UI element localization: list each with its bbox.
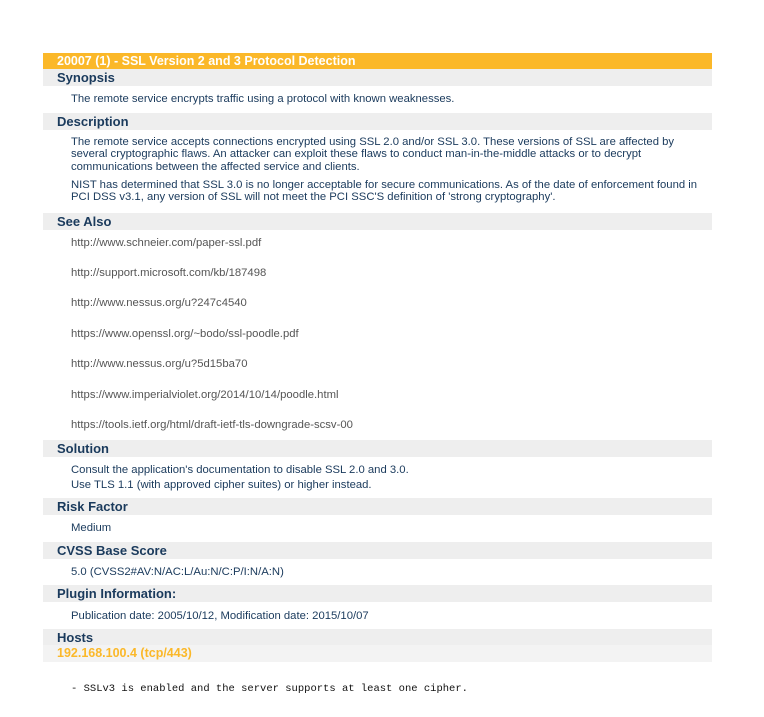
hosts-heading: Hosts — [43, 629, 712, 646]
solution-heading: Solution — [43, 440, 712, 457]
synopsis-heading: Synopsis — [43, 69, 712, 86]
plugin-info-value: Publication date: 2005/10/12, Modification date: 2015/10/07 — [71, 610, 369, 622]
plugin-title-bar: 20007 (1) - SSL Version 2 and 3 Protocol Detection — [43, 53, 712, 69]
risk-factor-heading: Risk Factor — [43, 498, 712, 515]
plugin-output: - SSLv3 is enabled and the server supports at least one cipher. — [71, 683, 468, 695]
see-also-link[interactable]: http://www.nessus.org/u?247c4540 — [71, 297, 247, 309]
description-heading: Description — [43, 113, 712, 130]
cvss-value: 5.0 (CVSS2#AV:N/AC:L/Au:N/C:P/I:N/A:N) — [71, 566, 284, 578]
see-also-link[interactable]: http://www.nessus.org/u?5d15ba70 — [71, 358, 248, 370]
description-paragraph-2: NIST has determined that SSL 3.0 is no longer acceptable for secure communications. As of the date of enforcement found in PCI DSS v3.1, any version of SSL will not meet the PCI SSC'S definition of 'strong cryptography'. — [71, 179, 698, 204]
see-also-link[interactable]: https://www.openssl.org/~bodo/ssl-poodle.pdf — [71, 328, 299, 340]
risk-factor-value: Medium — [71, 522, 112, 534]
host-address: 192.168.100.4 (tcp/443) — [57, 646, 192, 660]
solution-line-1: Consult the application's documentation to disable SSL 2.0 and 3.0. — [71, 464, 409, 476]
see-also-heading: See Also — [43, 213, 712, 230]
cvss-heading: CVSS Base Score — [43, 542, 712, 559]
description-paragraph-1: The remote service accepts connections encrypted using SSL 2.0 and/or SSL 3.0. These versions of SSL are affected by several cryptographic flaws. An attacker can exploit these flaws to conduct man-in-the-middle attacks or to decrypt communications between the affected service and clients. — [71, 136, 675, 173]
see-also-link[interactable]: http://support.microsoft.com/kb/187498 — [71, 267, 267, 279]
see-also-link[interactable]: https://tools.ietf.org/html/draft-ietf-tls-downgrade-scsv-00 — [71, 419, 353, 431]
synopsis-text: The remote service encrypts traffic using a protocol with known weaknesses. — [71, 93, 455, 105]
solution-line-2: Use TLS 1.1 (with approved cipher suites) or higher instead. — [71, 479, 372, 491]
see-also-link[interactable]: http://www.schneier.com/paper-ssl.pdf — [71, 237, 262, 249]
plugin-info-heading: Plugin Information: — [43, 585, 712, 602]
see-also-link[interactable]: https://www.imperialviolet.org/2014/10/14/poodle.html — [71, 389, 339, 401]
